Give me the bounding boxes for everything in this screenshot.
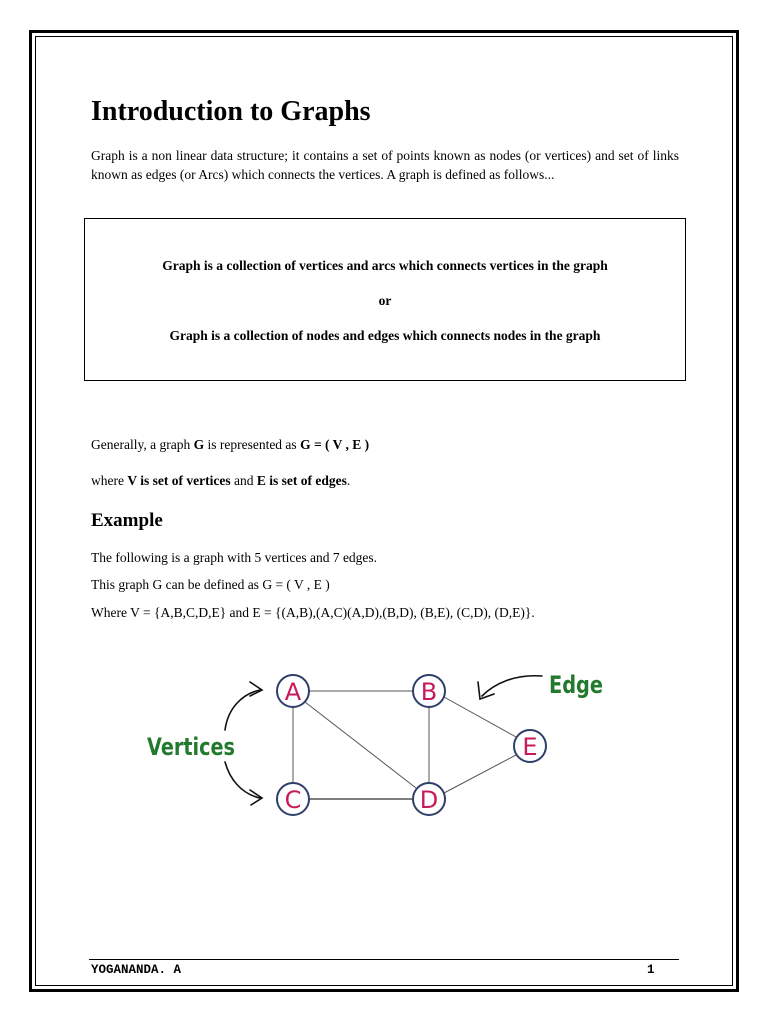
definition-line-1: Graph is a collection of vertices and arcs which connects vertices in the graph: [162, 258, 608, 273]
edge-b-e: [444, 697, 516, 737]
example-heading: Example: [91, 510, 163, 531]
graph-edges: [293, 691, 516, 799]
footer-rule: [89, 959, 679, 960]
representation-line: [91, 436, 369, 454]
arrow-to-a-head: [250, 682, 262, 696]
callout-arrows: [225, 676, 542, 805]
representation-g: G: [193, 437, 205, 452]
graph-node-b: [413, 675, 445, 707]
arrow-to-edge: [482, 676, 542, 696]
where-suffix: .: [346, 473, 351, 488]
footer-author: YOGANANDA. A: [91, 963, 182, 977]
definition-box: [84, 218, 686, 381]
example-line-2: This graph G can be defined as G = ( V , E ): [91, 577, 330, 592]
example-line-3: Where V = {A,B,C,D,E} and E = {(A,B),(A,C)(A,D),(B,D), (B,E), (C,D), (D,E)}.: [91, 605, 535, 620]
node-a-label: A: [284, 678, 302, 706]
graph-node-c: [277, 783, 309, 815]
definition-line-2: Graph is a collection of nodes and edges which connects nodes in the graph: [169, 328, 601, 343]
node-c-label: C: [284, 786, 302, 814]
where-and: and: [230, 473, 257, 488]
footer-page-number: 1: [647, 963, 655, 977]
vertices-label: Vertices: [147, 733, 235, 761]
node-e-label: E: [522, 733, 538, 761]
representation-prefix: Generally, a graph: [91, 437, 194, 452]
graph-node-a: [277, 675, 309, 707]
where-line: [91, 472, 350, 490]
node-b-label: B: [420, 678, 438, 706]
graph-node-e: [514, 730, 546, 762]
edge-d-e: [444, 755, 516, 793]
arrow-to-edge-head: [478, 682, 494, 699]
representation-middle: is represented as: [204, 437, 301, 452]
edge-a-d: [305, 702, 416, 788]
intro-paragraph: Graph is a non linear data structure; it contains a set of points known as nodes (or vertices) and set of links known as edges (or Arcs) which connects the vertices. A graph is defined as follows...: [91, 148, 679, 182]
edge-label: Edge: [549, 671, 603, 699]
example-line-1: The following is a graph with 5 vertices and 7 edges.: [91, 550, 378, 565]
graph-node-d: [413, 783, 445, 815]
arrow-to-a: [225, 690, 260, 730]
where-v-definition: V is set of vertices: [127, 473, 231, 488]
definition-or: or: [378, 293, 392, 308]
where-prefix: where: [91, 473, 128, 488]
page-title: Introduction to Graphs: [91, 96, 371, 127]
representation-formula: G = ( V , E ): [300, 437, 370, 452]
node-d-label: D: [419, 786, 439, 814]
graph-diagram: [130, 650, 630, 850]
where-e-definition: E is set of edges: [256, 473, 347, 488]
